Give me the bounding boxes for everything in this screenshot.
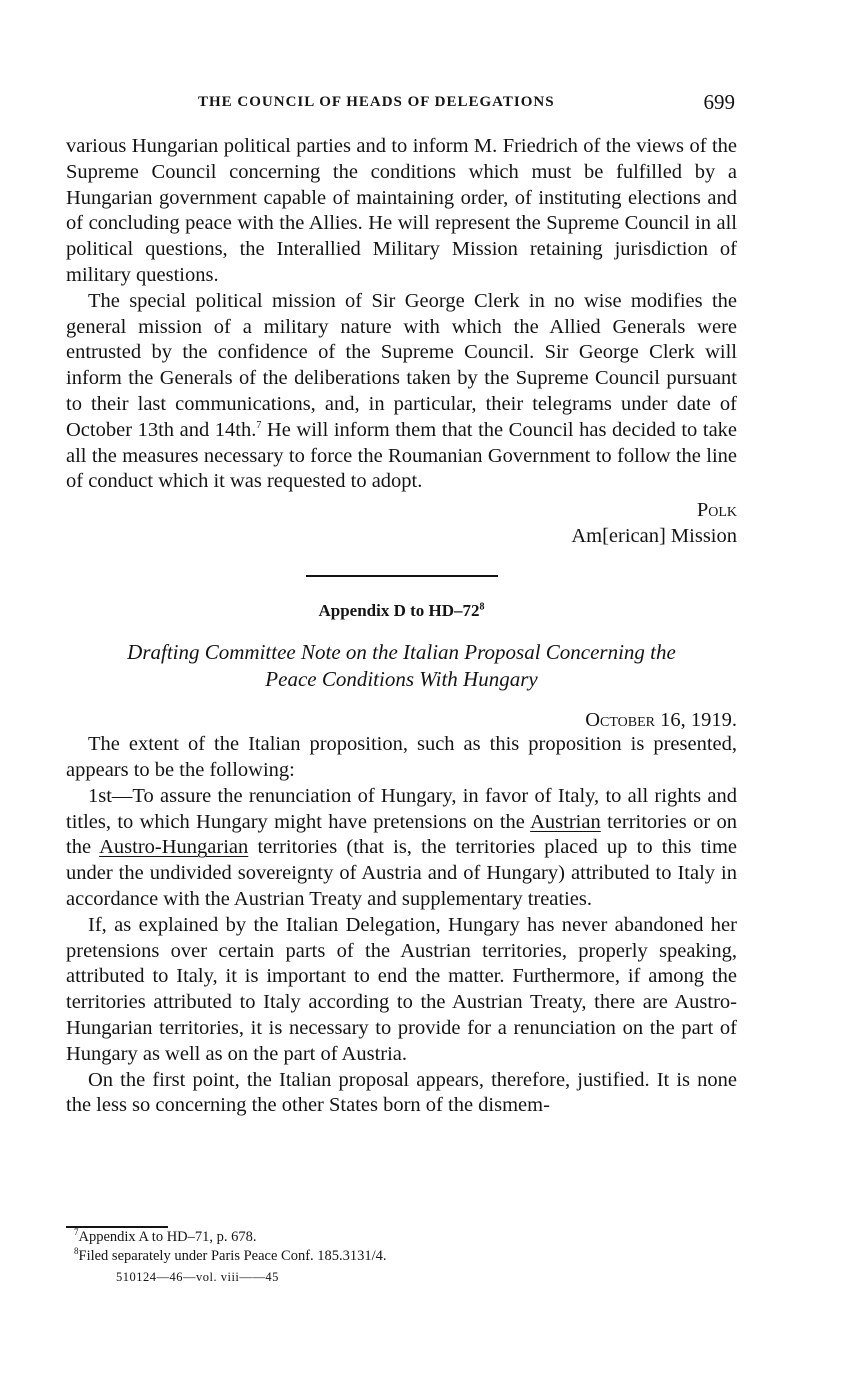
first-point-text-a: 1st—To assure the renunciation of Hungary, in favor of Italy, to all rights and titles, to which Hungary might have pretensions on the: [66, 784, 737, 833]
printer-mark: 510124—46—vol. viii——45: [116, 1270, 279, 1284]
paragraph-clerk-mission: [66, 289, 737, 495]
signature-name: Polk: [696, 499, 737, 522]
paragraph-extent: The extent of the Italian proposition, such as this proposition is presented, appears to be the following:: [66, 733, 737, 781]
paragraph-conclusion: On the first point, the Italian proposal appears, therefore, justified. It is none the less so concerning the other States born of the dismem-: [66, 1068, 737, 1117]
footnotes: [66, 1226, 737, 1285]
appendix-title-line-1: Drafting Committee Note on the Italian Proposal Concerning the: [127, 640, 676, 665]
footnote-7-text: Appendix A to HD–71, p. 678.: [78, 1229, 257, 1245]
footnote-7-mark: 7: [74, 1227, 79, 1238]
date-day-year: 16, 1919.: [660, 709, 737, 732]
signature-mission: Am[erican] Mission: [571, 525, 737, 548]
paragraph-first-point: [66, 784, 737, 913]
paragraph-clerk-mission-text: The special political mission of Sir George Clerk in no wise modifies the general mission of a military nature with which the Allied Generals were entrusted by the confidence of the Supreme Council. Sir George Clerk will inform the Generals of the deliberations taken by the Supreme Council pursuant to their last communications, and, in particular, their telegrams under date of October 13th and 14th.: [66, 289, 737, 441]
appendix-heading: [66, 601, 737, 621]
footnote-ref-7: 7: [256, 419, 262, 431]
appendix-heading-text: Appendix D to HD–72: [318, 601, 480, 621]
page-number: 699: [703, 90, 735, 114]
page-header: [66, 90, 737, 116]
footnote-8-text: Filed separately under Paris Peace Conf. 185.3131/4.: [78, 1248, 387, 1264]
running-head: THE COUNCIL OF HEADS OF DELEGATIONS: [198, 94, 555, 110]
underlined-austro-hungarian: Austro-Hungarian: [99, 836, 249, 859]
footnote-7: [74, 1228, 737, 1247]
footnote-8-mark: 8: [74, 1246, 79, 1257]
first-point-text-c: territories (that is, the territories placed up to this time under the undivided sovereignty of Austria and of Hungary) attributed to Italy in accordance with the Austrian Treaty and supplementary treaties.: [66, 836, 738, 910]
appendix-title-line-2: Peace Conditions With Hungary: [265, 667, 538, 692]
section-divider: [306, 575, 498, 577]
paragraph-italian-delegation: If, as explained by the Italian Delegation, Hungary has never abandoned her pretensions over certain parts of the Austrian territories, properly speaking, attributed to Italy, it is important to end the matter. Furthermore, if among the territories attributed to Italy according to the Austrian Treaty, there are Austro-Hungarian territories, it is necessary to provide for a renunciation on the part of Hungary as well as on the part of Austria.: [66, 913, 737, 1065]
date-month: October: [585, 709, 655, 732]
underlined-austrian: Austrian: [530, 810, 601, 833]
body-text: [66, 134, 737, 1119]
paragraph-clerk-mission-tail: He will inform them that the Council has decided to take all the measures necessary to force the Roumanian Government to follow the line of conduct which it was requested to adopt.: [66, 418, 738, 493]
first-point-text-b: territories or on the: [66, 810, 738, 859]
appendix-date: [66, 709, 737, 732]
footnote-ref-8: 8: [479, 601, 485, 613]
footnote-8: [74, 1247, 737, 1266]
appendix-title: [66, 639, 737, 693]
signature-block: [66, 497, 737, 549]
continued-paragraph: various Hungarian political parties and to inform M. Friedrich of the views of the Supreme Council concerning the conditions which must be fulfilled by a Hungarian government capable of maintaining order, of instituting elections and of concluding peace with the Allies. He will represent the Supreme Council in all political questions, the Interallied Military Mission retaining jurisdiction of military questions.: [66, 135, 737, 286]
